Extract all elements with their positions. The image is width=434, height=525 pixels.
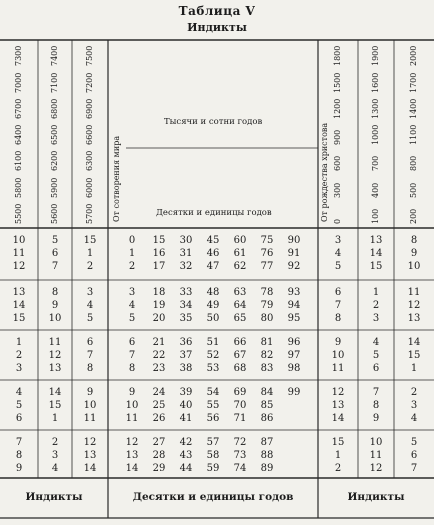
indict-cell-right: 3 — [334, 235, 342, 246]
table-title: Таблица V — [178, 4, 256, 18]
header-col5-value-5: 1600 — [371, 72, 380, 93]
year-tens-units-cell: 98 — [287, 363, 301, 374]
year-tens-units-cell: 97 — [287, 350, 301, 361]
year-tens-units-cell: 77 — [260, 261, 274, 272]
year-tens-units-cell: 9 — [128, 387, 136, 398]
indict-cell-left: 9 — [51, 300, 59, 311]
header-col5-value-2: 700 — [371, 156, 380, 172]
year-tens-units-cell: 76 — [260, 248, 274, 259]
year-tens-units-cell: 88 — [260, 450, 274, 461]
indict-cell-right: 3 — [410, 400, 418, 411]
year-tens-units-cell: 87 — [260, 437, 274, 448]
year-tens-units-cell: 66 — [233, 337, 247, 348]
header-era-world: От сотворения мира — [112, 135, 121, 222]
header-col6-value-4: 1400 — [409, 98, 418, 119]
indict-cell-left: 11 — [48, 337, 62, 348]
year-tens-units-cell: 62 — [233, 261, 247, 272]
year-tens-units-cell: 86 — [260, 413, 274, 424]
header-col5-value-1: 400 — [371, 182, 380, 198]
indict-cell-left: 1 — [51, 413, 59, 424]
year-tens-units-cell: 16 — [152, 248, 166, 259]
indict-cell-right: 1 — [334, 450, 342, 461]
indict-cell-left: 4 — [86, 300, 94, 311]
header-col4-value-0: 0 — [333, 218, 342, 224]
year-tens-units-cell: 17 — [152, 261, 166, 272]
indict-cell-right: 9 — [372, 413, 380, 424]
indict-cell-right: 10 — [331, 350, 345, 361]
indict-cell-left: 8 — [51, 287, 59, 298]
header-col6-value-5: 1700 — [409, 72, 418, 93]
header-col5-value-4: 1300 — [371, 98, 380, 119]
indict-cell-right: 12 — [407, 300, 421, 311]
indict-cell-right: 12 — [331, 387, 345, 398]
indict-cell-right: 8 — [372, 400, 380, 411]
indict-cell-left: 11 — [12, 248, 26, 259]
indict-cell-right: 13 — [407, 313, 421, 324]
year-tens-units-cell: 40 — [179, 400, 193, 411]
header-col4-value-5: 1500 — [333, 72, 342, 93]
indict-cell-right: 14 — [407, 337, 421, 348]
indict-cell-right: 4 — [410, 413, 418, 424]
indict-cell-left: 5 — [15, 400, 23, 411]
year-tens-units-cell: 34 — [179, 300, 193, 311]
indict-cell-right: 7 — [372, 387, 380, 398]
header-col1-value-2: 6100 — [14, 151, 23, 172]
year-tens-units-cell: 41 — [179, 413, 193, 424]
year-tens-units-cell: 63 — [233, 287, 247, 298]
header-col2-value-3: 6500 — [50, 124, 59, 146]
year-tens-units-cell: 59 — [206, 463, 220, 474]
indict-cell-left: 15 — [83, 235, 97, 246]
indict-cell-right: 3 — [372, 313, 380, 324]
year-tens-units-cell: 78 — [260, 287, 274, 298]
year-tens-units-cell: 19 — [152, 300, 166, 311]
year-tens-units-cell: 52 — [206, 350, 220, 361]
year-tens-units-cell: 92 — [287, 261, 301, 272]
year-tens-units-cell: 89 — [260, 463, 274, 474]
year-tens-units-cell: 46 — [206, 248, 220, 259]
indict-cell-left: 2 — [86, 261, 94, 272]
indict-cell-left: 10 — [48, 313, 62, 324]
year-tens-units-cell: 4 — [128, 300, 136, 311]
header-col4-value-4: 1200 — [333, 98, 342, 119]
year-tens-units-cell: 23 — [152, 363, 166, 374]
indict-cell-right: 7 — [410, 463, 418, 474]
indict-cell-right: 6 — [334, 287, 342, 298]
year-tens-units-cell: 22 — [152, 350, 166, 361]
year-tens-units-cell: 54 — [206, 387, 220, 398]
year-tens-units-cell: 48 — [206, 287, 220, 298]
header-col1-value-3: 6400 — [14, 124, 23, 146]
year-tens-units-cell: 91 — [287, 248, 301, 259]
year-tens-units-cell: 79 — [260, 300, 274, 311]
header-col5-value-3: 1000 — [371, 124, 380, 146]
indict-cell-right: 6 — [410, 450, 418, 461]
year-tens-units-cell: 70 — [233, 400, 247, 411]
year-tens-units-cell: 43 — [179, 450, 193, 461]
year-tens-units-cell: 12 — [125, 437, 139, 448]
indict-cell-left: 3 — [15, 363, 23, 374]
year-tens-units-cell: 68 — [233, 363, 247, 374]
year-tens-units-cell: 69 — [233, 387, 247, 398]
indict-cell-left: 12 — [48, 350, 62, 361]
header-col3-value-6: 7500 — [85, 45, 94, 67]
year-tens-units-cell: 14 — [125, 463, 139, 474]
year-tens-units-cell: 83 — [260, 363, 274, 374]
indict-cell-right: 11 — [369, 450, 383, 461]
header-col5-value-0: 100 — [371, 208, 380, 224]
indict-cell-left: 10 — [12, 235, 26, 246]
indict-cell-right: 15 — [331, 437, 345, 448]
header-col1-value-1: 5800 — [14, 177, 23, 198]
year-tens-units-cell: 31 — [179, 248, 193, 259]
indict-cell-left: 8 — [86, 363, 94, 374]
indict-cell-right: 12 — [369, 463, 383, 474]
year-tens-units-cell: 26 — [152, 413, 166, 424]
indict-cell-left: 15 — [12, 313, 26, 324]
indict-cell-left: 15 — [48, 400, 62, 411]
indict-cell-right: 10 — [369, 437, 383, 448]
year-tens-units-cell: 84 — [260, 387, 274, 398]
header-col2-value-0: 5600 — [50, 203, 59, 224]
year-tens-units-cell: 32 — [179, 261, 193, 272]
year-tens-units-cell: 80 — [260, 313, 274, 324]
indict-cell-left: 10 — [83, 400, 97, 411]
year-tens-units-cell: 58 — [206, 450, 220, 461]
indict-cell-right: 4 — [372, 337, 380, 348]
indict-cell-right: 4 — [334, 248, 342, 259]
indict-cell-left: 9 — [86, 387, 94, 398]
indict-cell-left: 3 — [51, 450, 59, 461]
year-tens-units-cell: 6 — [128, 337, 136, 348]
indict-cell-left: 13 — [48, 363, 62, 374]
year-tens-units-cell: 44 — [179, 463, 193, 474]
year-tens-units-cell: 0 — [128, 235, 136, 246]
indict-cell-left: 14 — [83, 463, 97, 474]
header-col4-value-2: 600 — [333, 156, 342, 172]
year-tens-units-cell: 82 — [260, 350, 274, 361]
year-tens-units-cell: 81 — [260, 337, 274, 348]
footer-left-label: Индикты — [25, 491, 83, 503]
header-col2-value-4: 6800 — [50, 98, 59, 119]
indict-cell-left: 6 — [51, 248, 59, 259]
year-tens-units-cell: 73 — [233, 450, 247, 461]
year-tens-units-cell: 20 — [152, 313, 166, 324]
indict-cell-right: 2 — [410, 387, 418, 398]
year-tens-units-cell: 3 — [128, 287, 136, 298]
indict-cell-right: 8 — [410, 235, 418, 246]
year-tens-units-cell: 21 — [152, 337, 166, 348]
indict-cell-left: 2 — [15, 350, 23, 361]
header-col2-value-2: 6200 — [50, 151, 59, 172]
indict-cell-left: 12 — [12, 261, 26, 272]
header-col1-value-5: 7000 — [14, 72, 23, 93]
indict-cell-right: 10 — [407, 261, 421, 272]
indict-cell-right: 14 — [369, 248, 383, 259]
indict-cell-right: 11 — [407, 287, 421, 298]
header-col6-value-2: 800 — [409, 156, 418, 172]
year-tens-units-cell: 60 — [233, 235, 247, 246]
year-tens-units-cell: 47 — [206, 261, 220, 272]
year-tens-units-cell: 7 — [128, 350, 136, 361]
header-col2-value-1: 5900 — [50, 177, 59, 198]
year-tens-units-cell: 28 — [152, 450, 166, 461]
year-tens-units-cell: 72 — [233, 437, 247, 448]
header-era-christ: От рождества христова — [320, 122, 329, 222]
year-tens-units-cell: 65 — [233, 313, 247, 324]
year-tens-units-cell: 8 — [128, 363, 136, 374]
year-tens-units-cell: 74 — [233, 463, 247, 474]
year-tens-units-cell: 75 — [260, 235, 274, 246]
year-tens-units-cell: 39 — [179, 387, 193, 398]
year-tens-units-cell: 61 — [233, 248, 247, 259]
year-tens-units-cell: 38 — [179, 363, 193, 374]
indict-cell-right: 5 — [334, 261, 342, 272]
header-col4-value-6: 1800 — [333, 45, 342, 67]
indict-cell-left: 7 — [51, 261, 59, 272]
year-tens-units-cell: 37 — [179, 350, 193, 361]
indict-cell-left: 4 — [51, 463, 59, 474]
header-col3-value-3: 6600 — [85, 124, 94, 146]
year-tens-units-cell: 99 — [287, 387, 301, 398]
year-tens-units-cell: 57 — [206, 437, 220, 448]
year-tens-units-cell: 18 — [152, 287, 166, 298]
year-tens-units-cell: 24 — [152, 387, 166, 398]
indict-cell-left: 12 — [83, 437, 97, 448]
header-col1-value-0: 5500 — [14, 203, 23, 224]
indict-cell-left: 9 — [15, 463, 23, 474]
indict-cell-right: 15 — [369, 261, 383, 272]
header-col6-value-1: 500 — [409, 182, 418, 198]
indict-cell-left: 4 — [15, 387, 23, 398]
year-tens-units-cell: 35 — [179, 313, 193, 324]
year-tens-units-cell: 93 — [287, 287, 301, 298]
header-col1-value-4: 6700 — [14, 98, 23, 119]
indict-cell-right: 13 — [369, 235, 383, 246]
indict-cell-right: 13 — [331, 400, 345, 411]
year-tens-units-cell: 15 — [152, 235, 166, 246]
year-tens-units-cell: 5 — [128, 313, 136, 324]
table-subtitle: Индикты — [187, 21, 247, 34]
indict-cell-right: 14 — [331, 413, 345, 424]
year-tens-units-cell: 51 — [206, 337, 220, 348]
year-tens-units-cell: 36 — [179, 337, 193, 348]
indict-cell-left: 11 — [83, 413, 97, 424]
indict-cell-right: 2 — [334, 463, 342, 474]
year-tens-units-cell: 56 — [206, 413, 220, 424]
header-col3-value-2: 6300 — [85, 151, 94, 172]
indict-cell-right: 5 — [372, 350, 380, 361]
header-col4-value-1: 300 — [333, 182, 342, 198]
indict-cell-right: 7 — [334, 300, 342, 311]
header-col3-value-4: 6900 — [85, 98, 94, 119]
year-tens-units-cell: 30 — [179, 235, 193, 246]
header-col6-value-3: 1100 — [409, 124, 418, 146]
year-tens-units-cell: 90 — [287, 235, 301, 246]
indict-cell-left: 7 — [15, 437, 23, 448]
indict-cell-right: 6 — [372, 363, 380, 374]
year-tens-units-cell: 10 — [125, 400, 139, 411]
indict-cell-left: 6 — [15, 413, 23, 424]
header-col4-value-3: 900 — [333, 129, 342, 146]
year-tens-units-cell: 94 — [287, 300, 301, 311]
indict-cell-left: 14 — [12, 300, 26, 311]
indict-cell-left: 2 — [51, 437, 59, 448]
indict-cell-left: 1 — [15, 337, 23, 348]
header-col3-value-0: 5700 — [85, 203, 94, 224]
year-tens-units-cell: 64 — [233, 300, 247, 311]
year-tens-units-cell: 50 — [206, 313, 220, 324]
year-tens-units-cell: 29 — [152, 463, 166, 474]
indict-cell-right: 2 — [372, 300, 380, 311]
indict-cell-right: 1 — [372, 287, 380, 298]
indict-cell-right: 11 — [331, 363, 345, 374]
indict-cell-right: 1 — [410, 363, 418, 374]
year-tens-units-cell: 55 — [206, 400, 220, 411]
year-tens-units-cell: 85 — [260, 400, 274, 411]
year-tens-units-cell: 49 — [206, 300, 220, 311]
header-col5-value-6: 1900 — [371, 45, 380, 67]
indict-cell-left: 5 — [86, 313, 94, 324]
indict-cell-right: 9 — [334, 337, 342, 348]
header-tens-units: Десятки и единицы годов — [156, 208, 272, 218]
year-tens-units-cell: 53 — [206, 363, 220, 374]
year-tens-units-cell: 1 — [128, 248, 136, 259]
year-tens-units-cell: 71 — [233, 413, 247, 424]
footer-right-label: Индикты — [347, 491, 405, 503]
indict-cell-right: 15 — [407, 350, 421, 361]
indict-cell-left: 13 — [83, 450, 97, 461]
year-tens-units-cell: 96 — [287, 337, 301, 348]
year-tens-units-cell: 42 — [179, 437, 193, 448]
year-tens-units-cell: 67 — [233, 350, 247, 361]
indict-cell-right: 8 — [334, 313, 342, 324]
header-col3-value-1: 6000 — [85, 177, 94, 198]
year-tens-units-cell: 2 — [128, 261, 136, 272]
year-tens-units-cell: 27 — [152, 437, 166, 448]
header-col3-value-5: 7200 — [85, 72, 94, 93]
indict-cell-left: 1 — [86, 248, 94, 259]
header-thousands-hundreds: Тысячи и сотни годов — [164, 117, 263, 127]
year-tens-units-cell: 11 — [125, 413, 139, 424]
footer-center-label: Десятки и единицы годов — [132, 491, 294, 503]
indict-cell-left: 13 — [12, 287, 26, 298]
indict-cell-left: 5 — [51, 235, 59, 246]
year-tens-units-cell: 25 — [152, 400, 166, 411]
header-col6-value-6: 2000 — [409, 45, 418, 67]
year-tens-units-cell: 45 — [206, 235, 220, 246]
indict-cell-left: 14 — [48, 387, 62, 398]
year-tens-units-cell: 95 — [287, 313, 301, 324]
indict-cell-right: 5 — [410, 437, 418, 448]
year-tens-units-cell: 33 — [179, 287, 193, 298]
indict-cell-left: 8 — [15, 450, 23, 461]
header-col2-value-6: 7400 — [50, 45, 59, 67]
indict-cell-right: 9 — [410, 248, 418, 259]
indict-cell-left: 7 — [86, 350, 94, 361]
header-col1-value-6: 7300 — [14, 45, 23, 67]
indict-cell-left: 6 — [86, 337, 94, 348]
header-col6-value-0: 200 — [409, 208, 418, 224]
header-col2-value-5: 7100 — [50, 72, 59, 93]
indict-cell-left: 3 — [86, 287, 94, 298]
year-tens-units-cell: 13 — [125, 450, 139, 461]
